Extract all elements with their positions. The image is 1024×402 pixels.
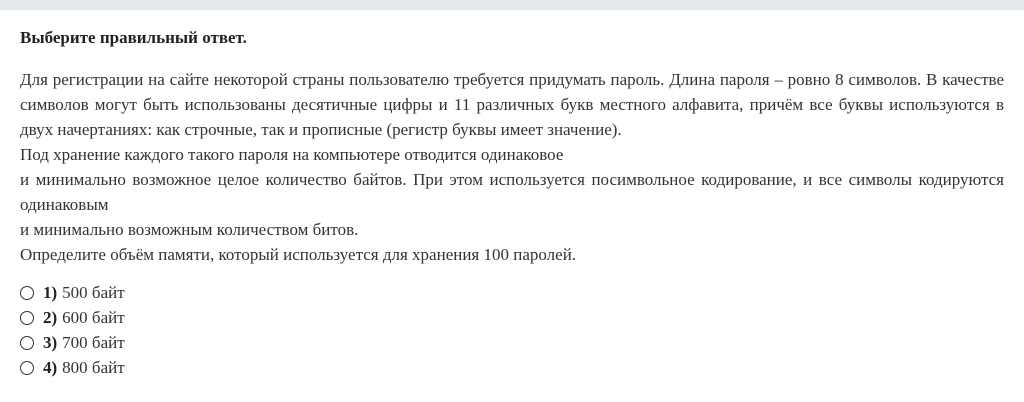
top-bar	[0, 0, 1024, 10]
answer-option-1[interactable]	[20, 280, 1004, 305]
option-number: 1)	[43, 282, 58, 302]
question-line-2: Под хранение каждого такого пароля на компьютере отводится одинаковое	[20, 145, 564, 164]
answer-options	[20, 280, 1004, 380]
option-text: 500 байт	[62, 282, 125, 302]
instruction-text: Выберите правильный ответ.	[20, 28, 247, 47]
option-number: 4)	[43, 357, 58, 377]
question-text	[20, 67, 1004, 267]
answer-option-2[interactable]	[20, 305, 1004, 330]
option-text: 600 байт	[62, 307, 125, 327]
question-line-3: и минимально возможное целое количество байтов. При этом используется посимвольное кодирование, и все символы кодируются одинаковым	[20, 170, 1004, 214]
question-line-5: Определите объём памяти, который используется для хранения 100 паролей.	[20, 245, 577, 264]
option-number: 3)	[43, 332, 58, 352]
radio-button-4[interactable]	[20, 361, 34, 375]
radio-button-2[interactable]	[20, 311, 34, 325]
answer-option-3[interactable]	[20, 330, 1004, 355]
option-number: 2)	[43, 307, 58, 327]
question-paragraph-1: Для регистрации на сайте некоторой страны пользователю требуется придумать пароль. Длина пароля – ровно 8 символов. В качестве символов могут быть использованы десятичные цифры и 11 различных букв местного алфавита, причём все буквы используются в двух начертаниях: как строчные, так и прописные (регистр буквы имеет значение).	[20, 70, 1004, 139]
question-line-4: и минимально возможным количеством битов.	[20, 220, 359, 239]
answer-option-4[interactable]	[20, 355, 1004, 380]
question-container	[20, 28, 1004, 380]
option-text: 800 байт	[62, 357, 125, 377]
radio-button-1[interactable]	[20, 286, 34, 300]
option-text: 700 байт	[62, 332, 125, 352]
radio-button-3[interactable]	[20, 336, 34, 350]
